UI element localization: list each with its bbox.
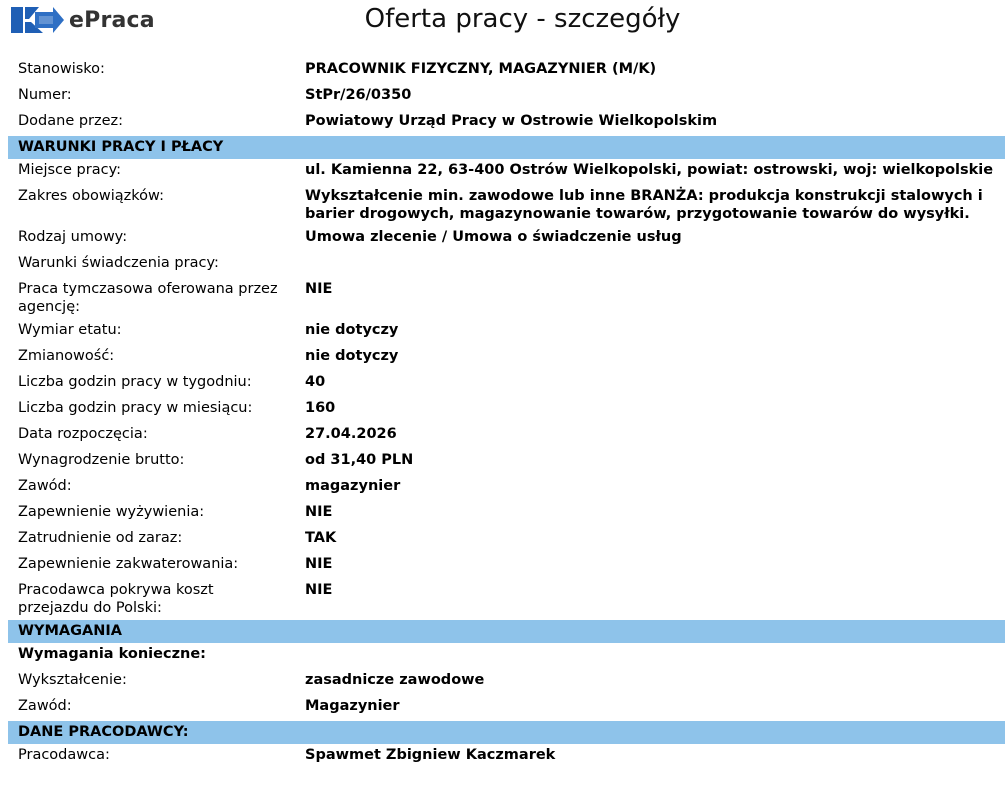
field-label: Rodzaj umowy: xyxy=(18,229,128,245)
field-value: Magazynier xyxy=(305,698,400,714)
section-title: WYMAGANIA xyxy=(8,620,1005,643)
field-value: zasadnicze zawodowe xyxy=(305,672,485,688)
field-label: Data rozpoczęcia: xyxy=(18,426,148,442)
field-value: NIE xyxy=(305,281,333,297)
field-label: Miejsce pracy: xyxy=(18,162,121,178)
row-rodzaj-umowy xyxy=(8,226,1005,252)
field-label: Dodane przez: xyxy=(18,113,124,129)
row-warunki-swiadczenia xyxy=(8,252,1005,278)
row-koszt-przejazdu xyxy=(8,579,1005,620)
field-label: Warunki świadczenia pracy: xyxy=(18,255,219,271)
field-value: PRACOWNIK FIZYCZNY, MAGAZYNIER (M/K) xyxy=(305,61,657,77)
field-value: Umowa zlecenie / Umowa o świadczenie usług xyxy=(305,229,682,245)
field-label: Pracodawca pokrywa koszt przejazdu do Polski: xyxy=(18,582,214,616)
field-label: Zapewnienie wyżywienia: xyxy=(18,504,205,520)
field-label: Zawód: xyxy=(18,698,72,714)
row-wymagany-zawod xyxy=(8,695,1005,721)
field-value: Spawmet Zbigniew Kaczmarek xyxy=(305,747,556,763)
section-title: DANE PRACODAWCY: xyxy=(8,721,1005,744)
field-value: magazynier xyxy=(305,478,401,494)
field-label: Wynagrodzenie brutto: xyxy=(18,452,185,468)
field-value: Powiatowy Urząd Pracy w Ostrowie Wielkopolskim xyxy=(305,113,718,129)
row-wymagania-konieczne xyxy=(8,643,1005,669)
field-label: Liczba godzin pracy w miesiącu: xyxy=(18,400,253,416)
row-data-rozpoczecia xyxy=(8,423,1005,449)
field-value: NIE xyxy=(305,582,333,598)
row-godziny-miesiac xyxy=(8,397,1005,423)
page-header xyxy=(0,0,1005,58)
field-label: Stanowisko: xyxy=(18,61,105,77)
row-wyzywienie xyxy=(8,501,1005,527)
field-value: nie dotyczy xyxy=(305,322,399,338)
row-zmianowosc xyxy=(8,345,1005,371)
row-zakwaterowanie xyxy=(8,553,1005,579)
field-value: nie dotyczy xyxy=(305,348,399,364)
subsection-title: Wymagania konieczne: xyxy=(18,646,206,662)
offer-details-table xyxy=(8,58,1005,770)
field-value: StPr/26/0350 xyxy=(305,87,412,103)
row-zawod xyxy=(8,475,1005,501)
row-miejsce-pracy xyxy=(8,159,1005,185)
field-label: Zakres obowiązków: xyxy=(18,188,164,204)
field-label: Zapewnienie zakwaterowania: xyxy=(18,556,239,572)
section-warunki-header xyxy=(8,136,1005,159)
section-pracodawca-header xyxy=(8,721,1005,744)
brand-name: ePraca xyxy=(69,7,155,33)
field-value: od 31,40 PLN xyxy=(305,452,414,468)
field-label: Praca tymczasowa oferowana przez agencję: xyxy=(18,281,278,315)
row-wynagrodzenie xyxy=(8,449,1005,475)
field-value: NIE xyxy=(305,504,333,520)
page-title: Oferta pracy - szczegóły xyxy=(364,4,681,34)
section-wymagania-header xyxy=(8,620,1005,643)
field-label: Pracodawca: xyxy=(18,747,110,763)
field-value: ul. Kamienna 22, 63-400 Ostrów Wielkopolski, powiat: ostrowski, woj: wielkopolskie xyxy=(305,162,994,178)
field-value: TAK xyxy=(305,530,337,546)
row-zatrudnienie-od-zaraz xyxy=(8,527,1005,553)
field-label: Wymiar etatu: xyxy=(18,322,122,338)
row-wymiar-etatu xyxy=(8,319,1005,345)
field-label: Zmianowość: xyxy=(18,348,115,364)
row-pracodawca xyxy=(8,744,1005,770)
field-label: Wykształcenie: xyxy=(18,672,127,688)
field-value: 27.04.2026 xyxy=(305,426,397,442)
row-stanowisko xyxy=(8,58,1005,84)
row-wyksztalcenie xyxy=(8,669,1005,695)
row-praca-tymczasowa xyxy=(8,278,1005,319)
field-value: Wykształcenie min. zawodowe lub inne BRANŻA: produkcja konstrukcji stalowych i barier drogowych, magazynowanie towarów, przygotowanie towarów do wysyłki. xyxy=(305,188,983,222)
field-value: NIE xyxy=(305,556,333,572)
row-dodane-przez xyxy=(8,110,1005,136)
row-zakres-obowiazkow xyxy=(8,185,1005,226)
field-value: 40 xyxy=(305,374,326,390)
section-title: WARUNKI PRACY I PŁACY xyxy=(8,136,1005,159)
field-label: Zatrudnienie od zaraz: xyxy=(18,530,183,546)
field-value: 160 xyxy=(305,400,336,416)
row-godziny-tydzien xyxy=(8,371,1005,397)
field-label: Numer: xyxy=(18,87,72,103)
field-label: Liczba godzin pracy w tygodniu: xyxy=(18,374,252,390)
row-numer xyxy=(8,84,1005,110)
field-value xyxy=(295,252,1005,278)
field-label: Zawód: xyxy=(18,478,72,494)
